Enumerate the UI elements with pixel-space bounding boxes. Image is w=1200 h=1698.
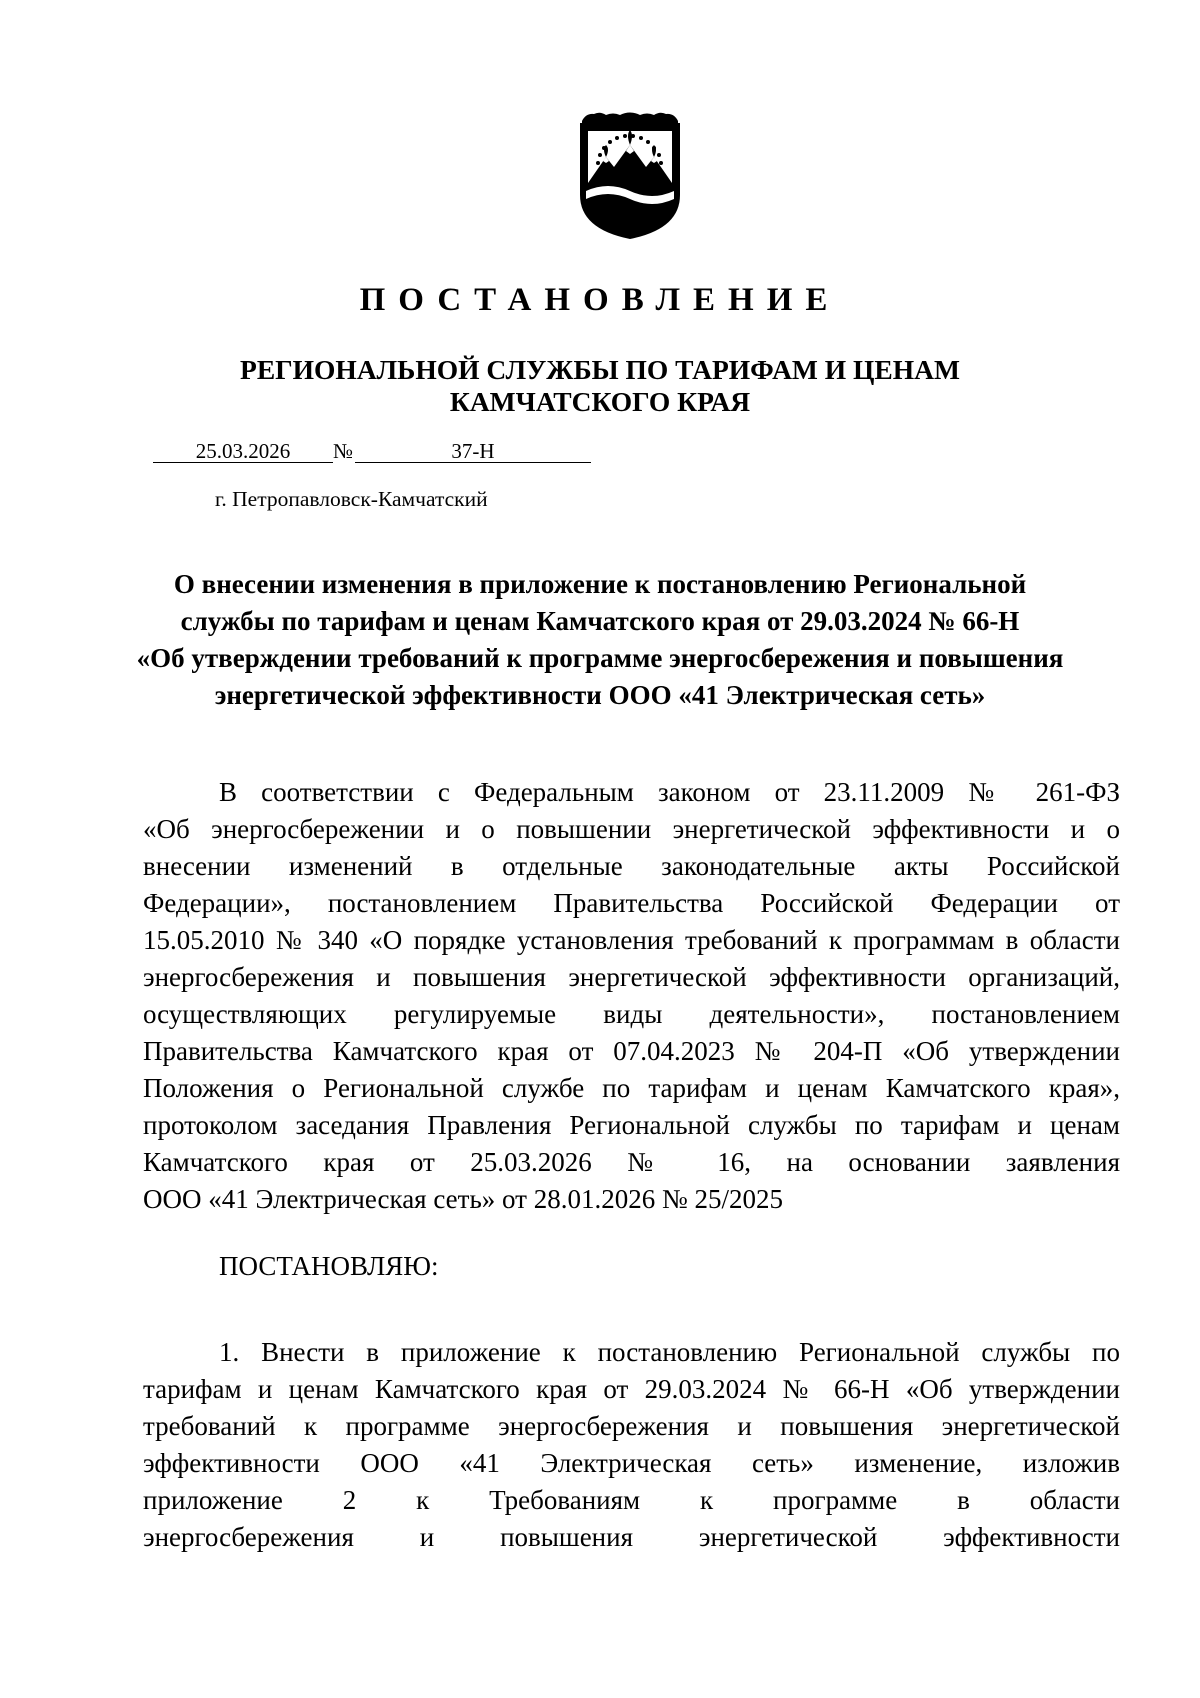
paragraph-line: «Об энергосбережении и о повышении энергетической эффективности и о — [143, 814, 1120, 844]
paragraph-line: Правительства Камчатского края от 07.04.2023 № 204-П «Об утверждении — [143, 1036, 1120, 1066]
paragraph-line: Положения о Региональной службе по тарифам и ценам Камчатского края», — [143, 1073, 1120, 1103]
paragraph-line: тарифам и ценам Камчатского края от 29.03.2024 № 66-Н «Об утверждении — [143, 1374, 1120, 1404]
resolve-paragraph — [143, 1248, 1120, 1285]
title-line: энергетической эффективности ООО «41 Электрическая сеть» — [214, 680, 986, 710]
paragraph-line: внесении изменений в отдельные законодательные акты Российской — [143, 851, 1120, 881]
paragraph-line: Федерации», постановлением Правительства Российской Федерации от — [143, 888, 1120, 918]
paragraph-line: ООО «41 Электрическая сеть» от 28.01.2026 № 25/2025 — [143, 1184, 783, 1214]
paragraph-line: требований к программе энергосбережения и повышения энергетической — [143, 1411, 1120, 1441]
kamchatka-coat-of-arms-icon — [576, 111, 684, 240]
document-type-heading: ПОСТАНОВЛЕНИЕ — [359, 282, 841, 318]
registration-line — [153, 438, 591, 464]
paragraph-line: эффективности ООО «41 Электрическая сеть» изменение, изложив — [143, 1448, 1120, 1478]
paragraph-line: приложение 2 к Требованиям к программе в области — [143, 1485, 1120, 1515]
title-line: О внесении изменения в приложение к постановлению Региональной — [173, 569, 1027, 599]
title-line: службы по тарифам и ценам Камчатского края от 29.03.2024 № 66-Н — [180, 606, 1020, 636]
issuer-line: РЕГИОНАЛЬНОЙ СЛУЖБЫ ПО ТАРИФАМ И ЦЕНАМ — [240, 354, 960, 385]
paragraph-line: 1. Внести в приложение к постановлению Региональной службы по — [219, 1337, 1120, 1367]
paragraph-line: осуществляющих регулируемые виды деятельности», постановлением — [143, 999, 1120, 1029]
paragraph-line: энергосбережения и повышения энергетической эффективности — [143, 1522, 1120, 1552]
issuer-line: КАМЧАТСКОГО КРАЯ — [449, 386, 751, 417]
paragraph-line: В соответствии с Федеральным законом от 23.11.2009 № 261-ФЗ — [219, 777, 1120, 807]
paragraph-line: Камчатского края от 25.03.2026 № 16, на основании заявления — [143, 1147, 1120, 1177]
paragraph-line: 15.05.2010 № 340 «О порядке установления требований к программам в области — [143, 925, 1120, 955]
paragraph-line: протоколом заседания Правления Региональной службы по тарифам и ценам — [143, 1110, 1120, 1140]
registration-number: 37-Н — [355, 438, 591, 463]
number-label: № — [333, 439, 354, 463]
title-line: «Об утверждении требований к программе энергосбережения и повышения — [136, 643, 1064, 673]
item-1-paragraph — [143, 1334, 1120, 1556]
document-title — [130, 566, 1070, 714]
registration-date: 25.03.2026 — [153, 438, 333, 463]
paragraph-line: энергосбережения и повышения энергетической эффективности организаций, — [143, 962, 1120, 992]
preamble-paragraph — [143, 774, 1120, 1218]
resolve-word: ПОСТАНОВЛЯЮ: — [219, 1251, 439, 1281]
issuer-heading — [0, 354, 1200, 418]
city-line: г. Петропавловск-Камчатский — [215, 487, 488, 511]
